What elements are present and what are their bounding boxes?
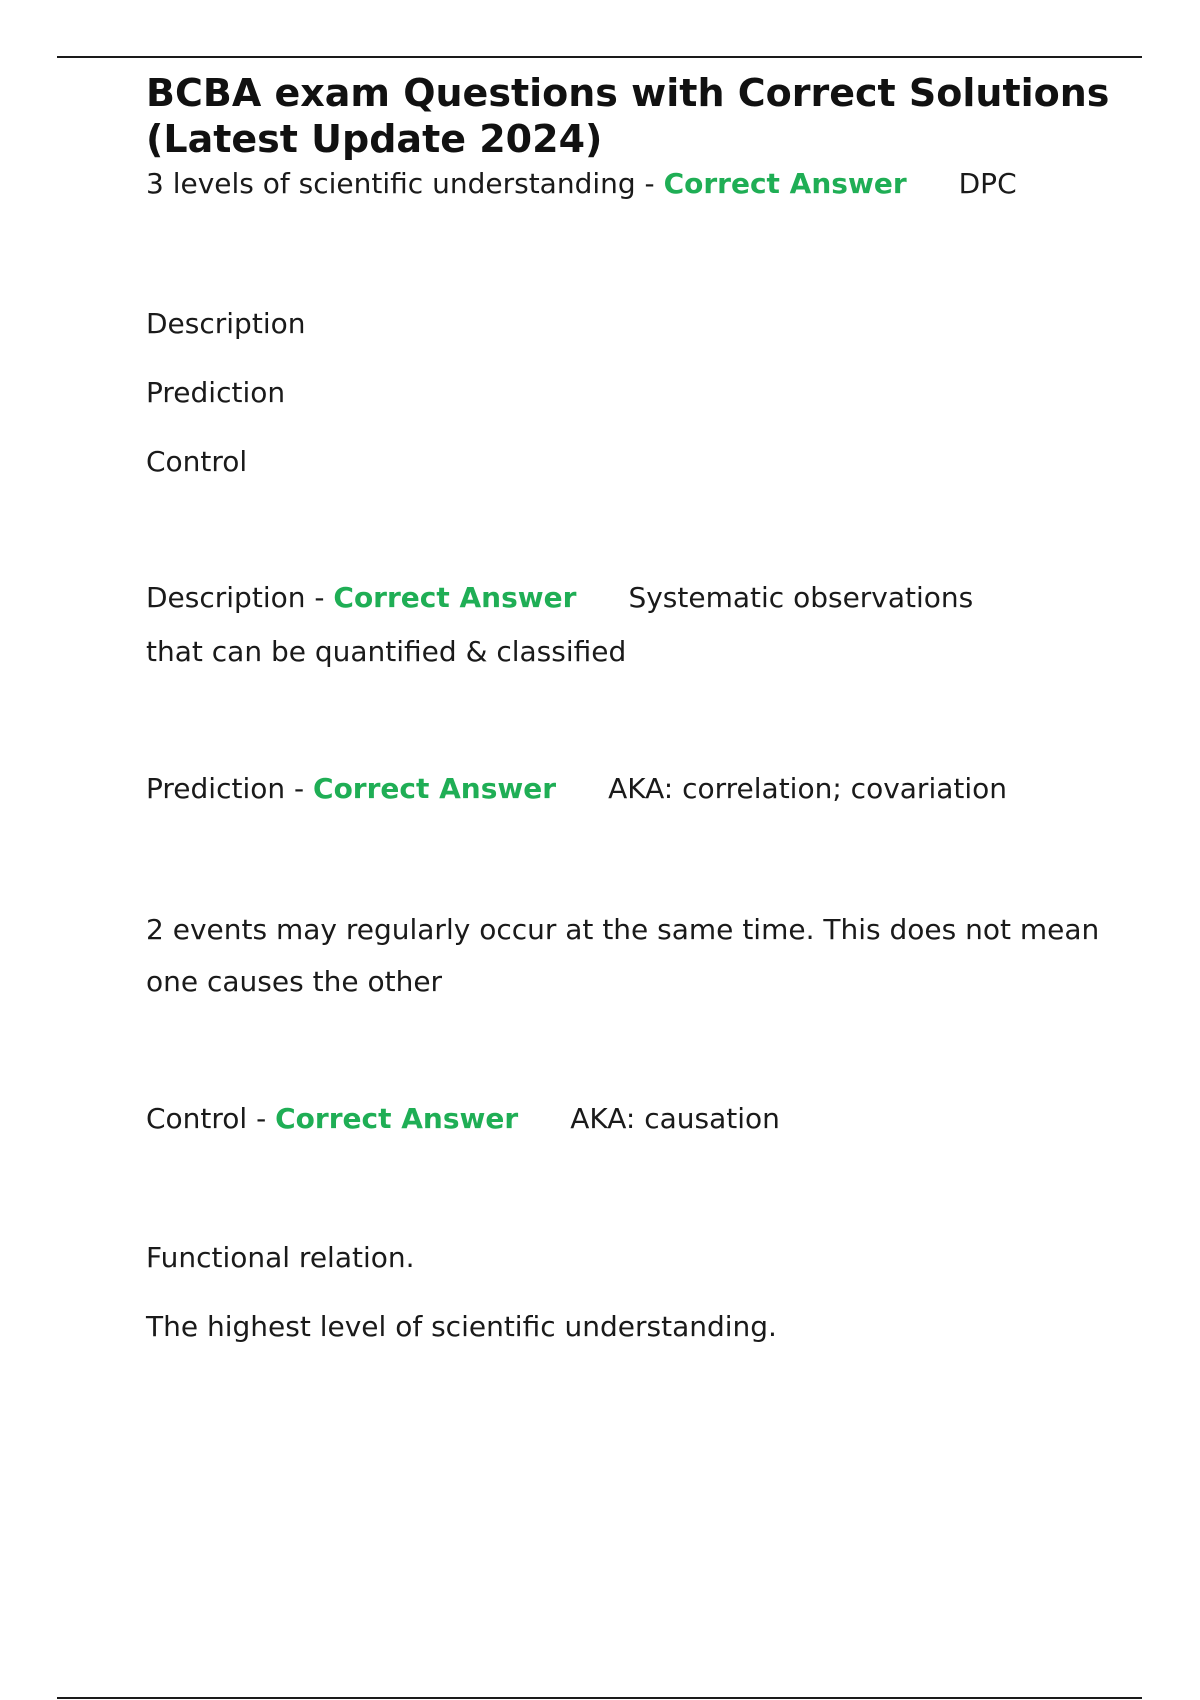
document-title: BCBA exam Questions with Correct Solutions (Latest Update 2024) xyxy=(146,71,1110,161)
correct-answer-label: Correct Answer xyxy=(275,1102,519,1135)
correct-answer-label: Correct Answer xyxy=(313,772,557,805)
answer-text: AKA: correlation; covariation xyxy=(608,772,1008,805)
question-line xyxy=(146,582,973,614)
question-text: 3 levels of scientific understanding - xyxy=(146,167,655,200)
question-text: Control - xyxy=(146,1102,267,1135)
correct-answer-label: Correct Answer xyxy=(333,581,577,614)
answer-text: AKA: causation xyxy=(570,1102,780,1135)
correct-answer-label: Correct Answer xyxy=(663,167,907,200)
top-rule xyxy=(57,56,1142,58)
detail-paragraph: 2 events may regularly occur at the same time. This does not mean one causes the other xyxy=(146,913,1100,998)
answer-continuation: that can be quantified & classified xyxy=(146,635,627,668)
answer-text: DPC xyxy=(958,167,1017,200)
detail-line: Functional relation. xyxy=(146,1241,415,1274)
detail-line: Prediction xyxy=(146,376,286,409)
question-text: Description - xyxy=(146,581,325,614)
detail-line: Control xyxy=(146,445,248,478)
detail-line: The highest level of scientific understanding. xyxy=(146,1310,777,1343)
detail-line: Description xyxy=(146,307,306,340)
answer-text: Systematic observations xyxy=(628,581,974,614)
question-line xyxy=(146,773,1007,805)
bottom-rule xyxy=(57,1697,1142,1699)
question-line xyxy=(146,1103,780,1135)
question-line xyxy=(146,168,1017,200)
question-text: Prediction - xyxy=(146,772,305,805)
